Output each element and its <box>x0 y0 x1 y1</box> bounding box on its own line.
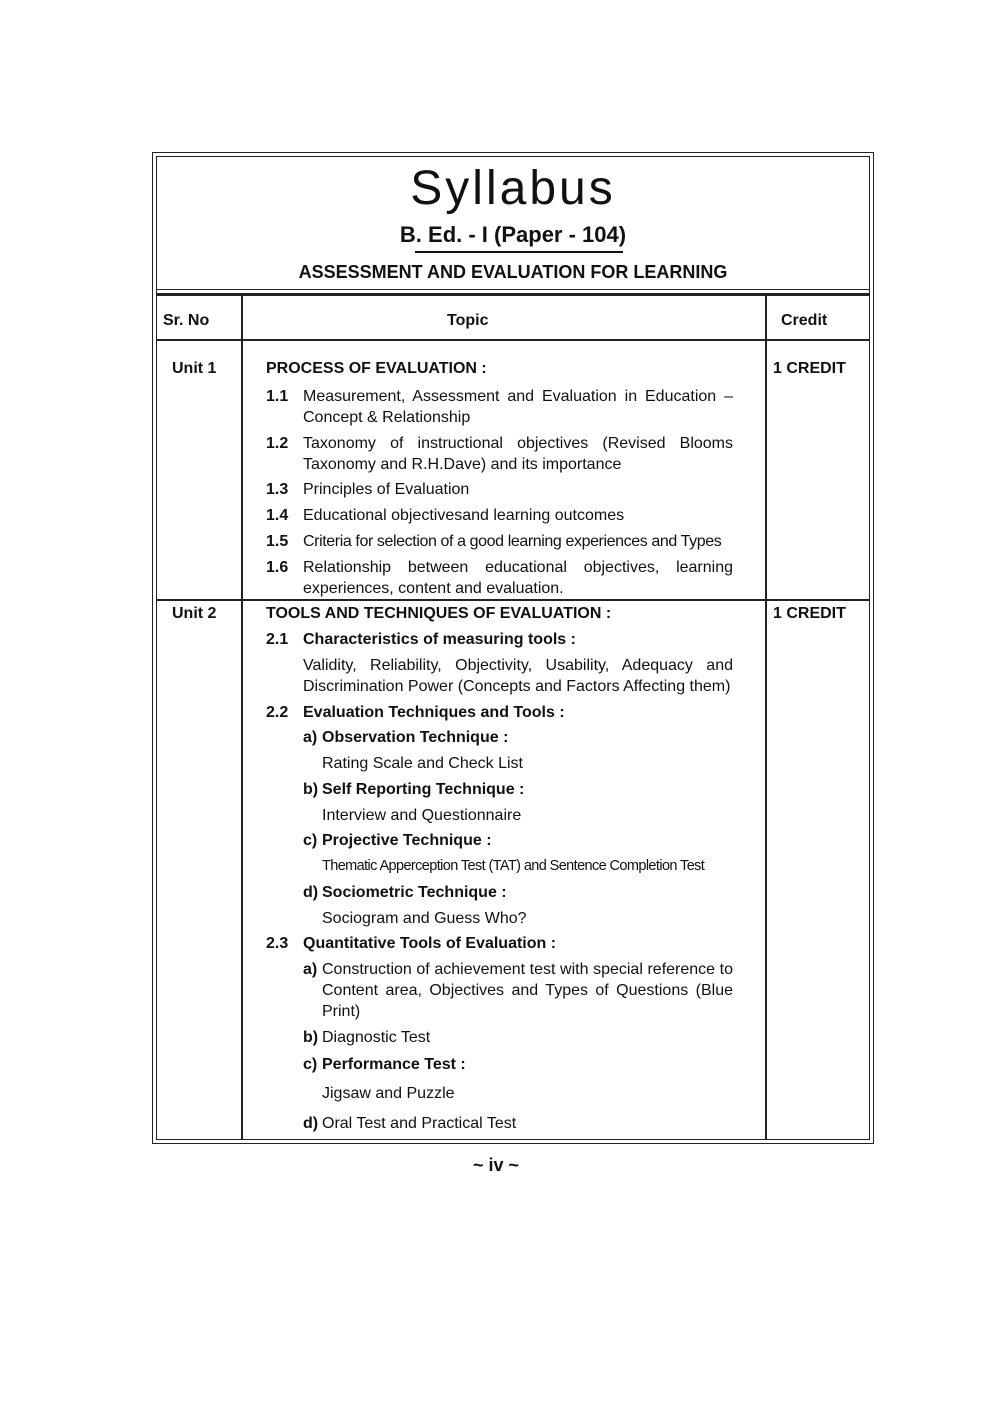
item-2-2-d-title: Sociometric Technique : <box>322 884 507 901</box>
item-2-2-c-title: Projective Technique : <box>322 832 492 849</box>
item-1-3-number: 1.3 <box>266 481 289 498</box>
item-2-2-title: Evaluation Techniques and Tools : <box>303 704 565 721</box>
item-2-3-title: Quantitative Tools of Evaluation : <box>303 935 557 952</box>
item-2-3-c-label: c) <box>303 1056 318 1073</box>
unit-2-credit: 1 CREDIT <box>773 605 846 622</box>
item-2-2-b-label: b) <box>303 781 319 798</box>
column-divider-2 <box>765 294 767 1139</box>
item-1-5-number: 1.5 <box>266 533 289 550</box>
item-1-1-number: 1.1 <box>266 388 289 405</box>
subtitle-underline <box>415 251 623 253</box>
unit-divider <box>157 599 869 601</box>
unit-1-title: PROCESS OF EVALUATION : <box>266 360 487 377</box>
item-2-2-c-label: c) <box>303 832 318 849</box>
item-1-2-number: 1.2 <box>266 435 289 452</box>
item-1-5-text: Criteria for selection of a good learning experiences and Types <box>303 533 722 550</box>
item-2-2-d-text: Sociogram and Guess Who? <box>322 910 527 927</box>
header-rule-thick <box>157 293 869 296</box>
item-2-2-a-text: Rating Scale and Check List <box>322 755 523 772</box>
item-1-2-text: Taxonomy of instructional objectives (Revised Blooms Taxonomy and R.H.Dave) and its importance <box>303 435 733 473</box>
syllabus-frame <box>152 152 874 1144</box>
column-header-sr-no: Sr. No <box>163 312 210 329</box>
item-2-3-c-title: Performance Test : <box>322 1056 466 1073</box>
item-2-3-b-label: b) <box>303 1029 319 1046</box>
item-2-3-b-text: Diagnostic Test <box>322 1029 431 1046</box>
item-2-1-title: Characteristics of measuring tools : <box>303 631 576 648</box>
syllabus-frame-inner <box>156 156 870 1140</box>
item-1-6-number: 1.6 <box>266 559 289 576</box>
page-title: Syllabus <box>410 162 616 215</box>
item-2-3-number: 2.3 <box>266 935 289 952</box>
item-1-3-text: Principles of Evaluation <box>303 481 470 498</box>
item-1-6-text: Relationship between educational objectives, learning experiences, content and evaluation. <box>303 559 733 597</box>
item-1-4-text: Educational objectivesand learning outcomes <box>303 507 625 524</box>
item-1-1-text: Measurement, Assessment and Evaluation in Education – Concept & Relationship <box>303 388 733 426</box>
item-2-2-d-label: d) <box>303 884 319 901</box>
item-2-2-a-label: a) <box>303 729 318 746</box>
column-header-credit: Credit <box>781 312 828 329</box>
item-2-3-d-label: d) <box>303 1115 319 1132</box>
item-2-2-a-title: Observation Technique : <box>322 729 509 746</box>
page-subtitle: B. Ed. - I (Paper - 104) <box>399 222 627 247</box>
item-1-4-number: 1.4 <box>266 507 289 524</box>
item-2-1-text: Validity, Reliability, Objectivity, Usability, Adequacy and Discrimination Power (Concepts and Factors Affecting them) <box>303 657 733 695</box>
unit-2-title: TOOLS AND TECHNIQUES OF EVALUATION : <box>266 605 612 622</box>
column-header-rule <box>157 339 869 341</box>
header-rule-thin <box>157 289 869 290</box>
item-2-1-number: 2.1 <box>266 631 289 648</box>
column-divider-1 <box>241 294 243 1139</box>
item-2-2-c-text: Thematic Apperception Test (TAT) and Sentence Completion Test <box>322 858 705 874</box>
column-header-topic: Topic <box>447 312 489 329</box>
unit-1-credit: 1 CREDIT <box>773 360 846 377</box>
unit-1-label: Unit 1 <box>172 360 217 377</box>
item-2-3-a-label: a) <box>303 961 318 978</box>
item-2-2-b-text: Interview and Questionnaire <box>322 807 522 824</box>
page-number: ~ iv ~ <box>472 1155 520 1175</box>
item-2-2-number: 2.2 <box>266 704 289 721</box>
item-2-3-d-text: Oral Test and Practical Test <box>322 1115 517 1132</box>
item-2-3-c-text: Jigsaw and Puzzle <box>322 1085 455 1102</box>
item-2-3-a-text: Construction of achievement test with special reference to Content area, Objectives and Types of Questions (Blue Print) <box>322 961 733 1020</box>
item-2-2-b-title: Self Reporting Technique : <box>322 781 525 798</box>
course-heading: ASSESSMENT AND EVALUATION FOR LEARNING <box>298 262 728 282</box>
unit-2-label: Unit 2 <box>172 605 217 622</box>
